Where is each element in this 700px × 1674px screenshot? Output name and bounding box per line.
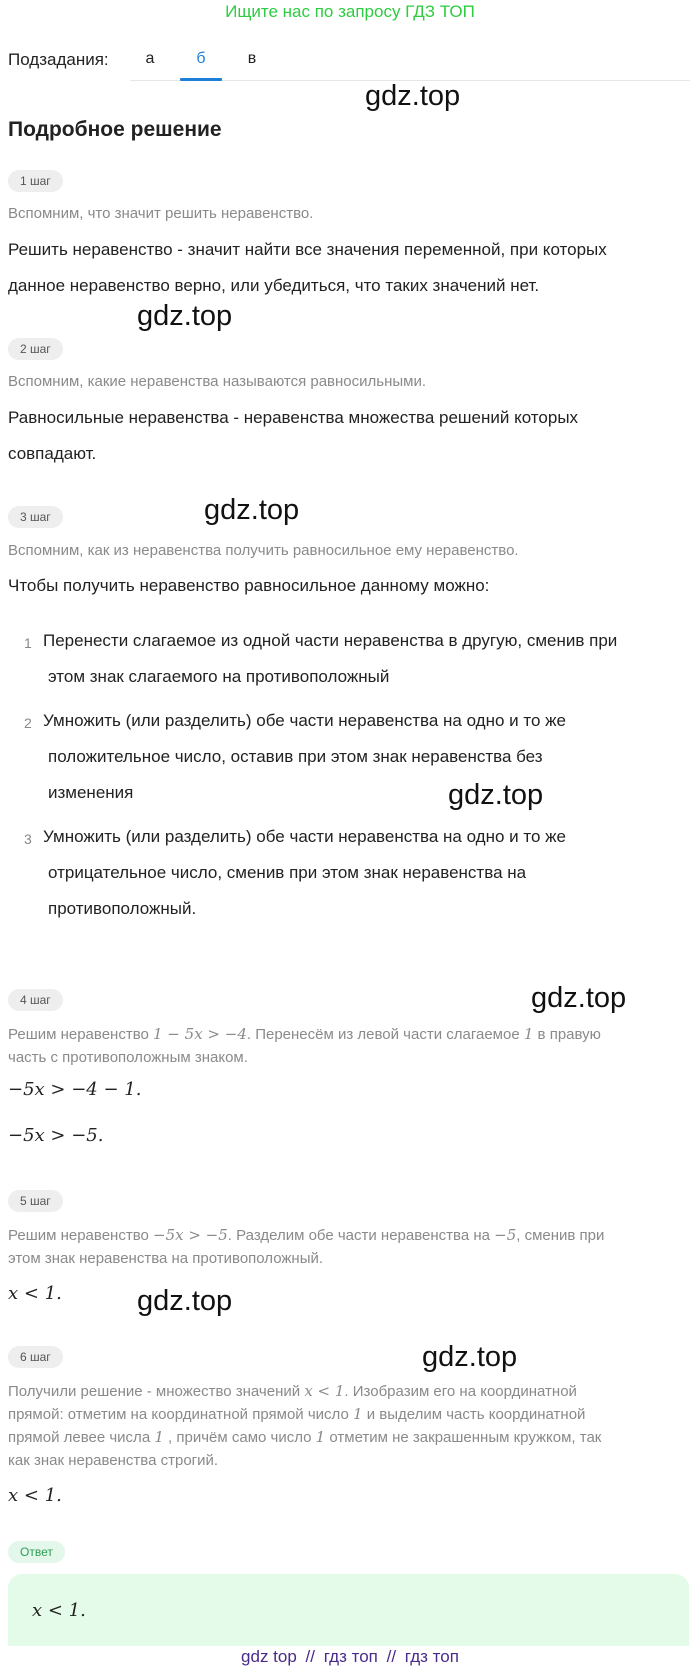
- list-number: 3: [24, 831, 32, 847]
- footer-links: [0, 1647, 700, 1667]
- step-hint: Решим неравенство 1 − 5x > −4. Перенесём из левой части слагаемое 1 в правую: [8, 1025, 601, 1043]
- answer-pill: Ответ: [8, 1541, 65, 1563]
- step-hint: прямой левее числа 1 , причём само число 1 отметим не закрашенным кружком, так: [8, 1428, 602, 1446]
- step-pill: 2 шаг: [8, 338, 63, 360]
- list-item-text: Перенести слагаемое из одной части неравенства в другую, сменив при: [43, 631, 618, 650]
- answer-expression: x < 1.: [32, 1600, 86, 1621]
- list-item-text: этом знак слагаемого на противоположный: [48, 667, 390, 686]
- watermark: gdz.top: [204, 494, 300, 526]
- math-expression: x < 1.: [8, 1283, 62, 1304]
- step-hint: часть с противоположным знаком.: [8, 1049, 248, 1066]
- step-text: Равносильные неравенства - неравенства множества решений которых: [8, 408, 579, 427]
- step-text: данное неравенство верно, или убедиться, что таких значений нет.: [8, 276, 540, 295]
- step-hint: Вспомним, что значит решить неравенство.: [8, 205, 314, 222]
- watermark: gdz.top: [365, 80, 461, 112]
- step-pill: 3 шаг: [8, 506, 63, 528]
- step-hint: Вспомним, как из неравенства получить равносильное ему неравенство.: [8, 542, 519, 559]
- watermark: gdz.top: [531, 982, 627, 1014]
- footer-link[interactable]: гдз топ: [404, 1647, 459, 1666]
- math-expression: x < 1.: [8, 1485, 62, 1506]
- step-hint: Получили решение - множество значений x < 1. Изобразим его на координатной: [8, 1382, 577, 1400]
- math-expression: −5x > −4 − 1.: [8, 1079, 142, 1100]
- step-text: Решить неравенство - значит найти все значения переменной, при которых: [8, 240, 607, 259]
- tab-b[interactable]: б: [196, 50, 206, 67]
- step-pill: 5 шаг: [8, 1190, 63, 1212]
- footer-separator: //: [386, 1647, 397, 1666]
- watermark: gdz.top: [448, 779, 544, 811]
- step-pill: 4 шаг: [8, 989, 63, 1011]
- step-hint: этом знак неравенства на противоположный.: [8, 1250, 324, 1267]
- subtask-tabs: [130, 40, 690, 81]
- math-expression: −5x > −5.: [8, 1125, 104, 1146]
- step-pill: 6 шаг: [8, 1346, 63, 1368]
- tab-v[interactable]: в: [247, 50, 257, 67]
- list-item-text: Умножить (или разделить) обе части неравенства на одно и то же: [43, 711, 566, 730]
- step-hint: Решим неравенство −5x > −5. Разделим обе части неравенства на −5, сменив при: [8, 1226, 605, 1244]
- watermark: gdz.top: [422, 1341, 518, 1373]
- subtasks-label: Подзадания:: [8, 50, 109, 69]
- list-number: 2: [24, 715, 32, 731]
- search-banner: Ищите нас по запросу ГДЗ ТОП: [225, 2, 475, 21]
- step-pill: 1 шаг: [8, 170, 63, 192]
- watermark: gdz.top: [137, 1285, 233, 1317]
- step-text: Чтобы получить неравенство равносильное данному можно:: [8, 576, 490, 595]
- active-tab-indicator: [180, 78, 222, 81]
- footer-separator: //: [305, 1647, 315, 1666]
- footer-link[interactable]: gdz top: [241, 1647, 297, 1666]
- list-item-text: положительное число, оставив при этом знак неравенства без: [48, 747, 543, 766]
- list-item-text: отрицательное число, сменив при этом знак неравенства на: [48, 863, 527, 882]
- step-hint: Вспомним, какие неравенства называются равносильными.: [8, 373, 427, 390]
- answer-box: [8, 1574, 689, 1646]
- step-text: совпадают.: [8, 444, 97, 463]
- step-hint: как знак неравенства строгий.: [8, 1452, 219, 1469]
- list-item-text: Умножить (или разделить) обе части неравенства на одно и то же: [43, 827, 566, 846]
- footer-link[interactable]: гдз топ: [323, 1647, 378, 1666]
- section-title: Подробное решение: [8, 118, 222, 141]
- list-number: 1: [24, 635, 32, 651]
- tab-a[interactable]: а: [145, 50, 155, 67]
- list-item-text: противоположный.: [48, 899, 197, 918]
- list-item-text: изменения: [48, 783, 134, 802]
- step-hint: прямой: отметим на координатной прямой число 1 и выделим часть координатной: [8, 1405, 586, 1423]
- watermark: gdz.top: [137, 300, 233, 332]
